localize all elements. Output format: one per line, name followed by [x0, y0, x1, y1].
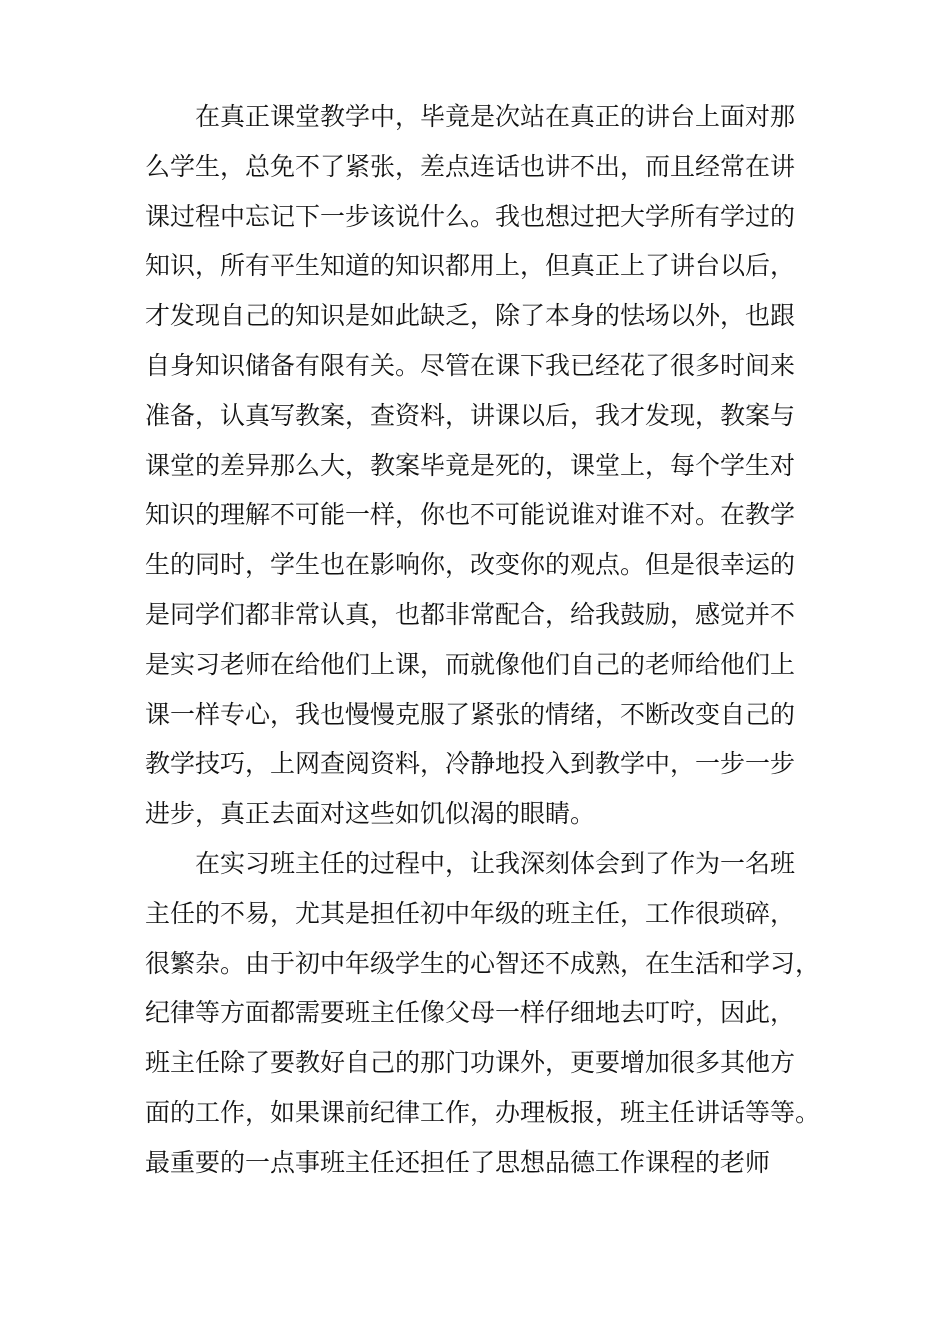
text-line: 教学技巧，上网查阅资料，冷静地投入到教学中，一步一步 [145, 749, 796, 779]
text-line: 在实习班主任的过程中，让我深刻体会到了作为一名班 [195, 849, 796, 878]
text-line: 是同学们都非常认真，也都非常配合，给我鼓励，感觉并不 [145, 599, 796, 629]
text-line: 生的同时，学生也在影响你，改变你的观点。但是很幸运的 [145, 550, 796, 580]
text-line: 纪律等方面都需要班主任像父母一样仔细地去叮咛，因此， [145, 998, 796, 1028]
text-line: 课堂的差异那么大，教案毕竟是死的，课堂上，每个学生对 [145, 450, 796, 480]
text-line: 课一样专心，我也慢慢克服了紧张的情绪，不断改变自己的 [145, 699, 796, 729]
text-line: 课过程中忘记下一步该说什么。我也想过把大学所有学过的 [145, 201, 796, 231]
text-line: 面的工作，如果课前纪律工作，办理板报，班主任讲话等等。 [145, 1097, 821, 1127]
text-line: 么学生，总免不了紧张，差点连话也讲不出，而且经常在讲 [145, 151, 796, 181]
text-line: 进步，真正去面对这些如饥似渴的眼睛。 [145, 799, 596, 829]
text-line: 在真正课堂教学中，毕竟是次站在真正的讲台上面对那 [195, 102, 796, 131]
text-line: 自身知识储备有限有关。尽管在课下我已经花了很多时间来 [145, 350, 796, 380]
text-line: 最重要的一点事班主任还担任了思想品德工作课程的老师 [145, 1147, 771, 1177]
paragraph-teaching [145, 98, 810, 845]
text-line: 知识，所有平生知道的知识都用上，但真正上了讲台以后， [145, 251, 796, 281]
text-line: 准备，认真写教案，查资料，讲课以后，我才发现，教案与 [145, 400, 796, 430]
text-line: 知识的理解不可能一样，你也不可能说谁对谁不对。在教学 [145, 500, 796, 530]
text-line: 才发现自己的知识是如此缺乏，除了本身的怯场以外，也跟 [145, 301, 796, 331]
text-line: 是实习老师在给他们上课，而就像他们自己的老师给他们上 [145, 649, 796, 679]
text-line: 很繁杂。由于初中年级学生的心智还不成熟，在生活和学习， [145, 948, 821, 978]
text-line: 主任的不易，尤其是担任初中年级的班主任，工作很琐碎， [145, 898, 796, 928]
text-line: 班主任除了要教好自己的那门功课外，更要增加很多其他方 [145, 1048, 796, 1078]
paragraph-head-teacher [145, 845, 821, 1194]
